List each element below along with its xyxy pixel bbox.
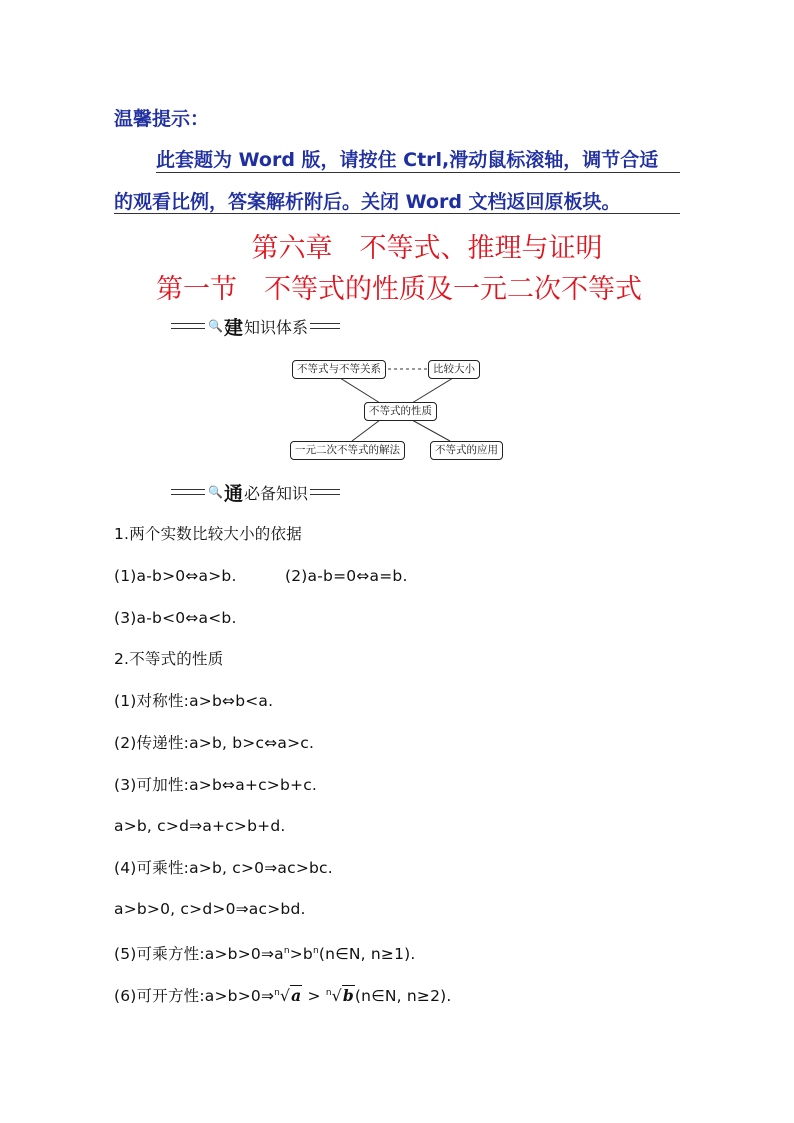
radicand-b: b [342,986,354,1006]
property-5-post: (n∈N, n≥1). [318,945,416,964]
section-icon-char: 建 [223,316,243,339]
knowledge-diagram [0,0,794,470]
diagram-connectors [0,0,794,470]
node-bottom-left: 一元二次不等式的解法 [290,441,405,460]
property-3: (3)可加性:a>b⇔a+c>b+c. [114,776,318,794]
section-icon-char: 通 [223,482,243,505]
double-rule-left [171,489,205,495]
property-6-pre: (6)可开方性:a>b>0⇒ [114,987,275,1006]
property-5-pre: (5)可乘方性:a>b>0⇒a [114,945,284,964]
root-index: n [325,988,332,998]
property-1: (1)对称性:a>b⇔b<a. [114,692,274,710]
exponent-n: n [312,946,319,956]
tip-line-2: 的观看比例，答案解析附后。关闭 Word 文档返回原板块。 [114,191,621,213]
connector-top-left [340,378,380,403]
tip-line-1: 此套题为 Word 版，请按住 Ctrl,滑动鼠标滚轴，调节合适 [156,149,659,171]
section-title: 第一节 不等式的性质及一元二次不等式 [156,274,642,305]
magnifier-icon: 🔍 [208,319,223,333]
radical-sign: √ [331,987,342,1006]
double-rule-right [310,489,340,495]
rule-1-3: (3)a-b<0⇔a<b. [114,609,237,627]
property-6-mid: > [302,987,326,1006]
essential-knowledge-header [171,482,340,505]
rule-1-2: (2)a-b=0⇔a=b. [285,567,408,585]
property-2: (2)传递性:a>b, b>c⇔a>c. [114,734,315,752]
property-4: (4)可乘性:a>b, c>0⇒ac>bc. [114,859,333,877]
node-top-left: 不等式与不等关系 [292,360,386,379]
section-label: 必备知识 [243,483,308,503]
property-3b: a>b, c>d⇒a+c>b+d. [114,817,286,835]
node-top-right: 比较大小 [428,360,480,379]
section-label: 知识体系 [243,317,308,337]
node-center: 不等式的性质 [364,402,437,421]
connector-top-right [412,378,453,403]
radicand-a: a [291,986,302,1006]
property-5 [114,941,416,964]
property-6-post: (n∈N, n≥2). [354,987,452,1006]
property-5-mid: >b [289,945,313,964]
radical-sign: √ [280,987,291,1006]
magnifier-icon: 🔍 [208,485,223,499]
connector-bottom-left [352,420,380,441]
root-index: n [274,988,281,998]
connector-bottom-right [412,420,450,441]
node-bottom-right: 不等式的应用 [430,441,503,460]
exponent-n: n [283,946,290,956]
property-4b: a>b>0, c>d>0⇒ac>bd. [114,900,306,918]
heading-1: 1.两个实数比较大小的依据 [114,525,302,543]
chapter-title: 第六章 不等式、推理与证明 [251,233,603,264]
tip-title: 温馨提示： [114,108,210,130]
property-6 [114,983,452,1006]
rule-1-1: (1)a-b>0⇔a>b. [114,567,237,585]
heading-2: 2.不等式的性质 [114,650,224,668]
